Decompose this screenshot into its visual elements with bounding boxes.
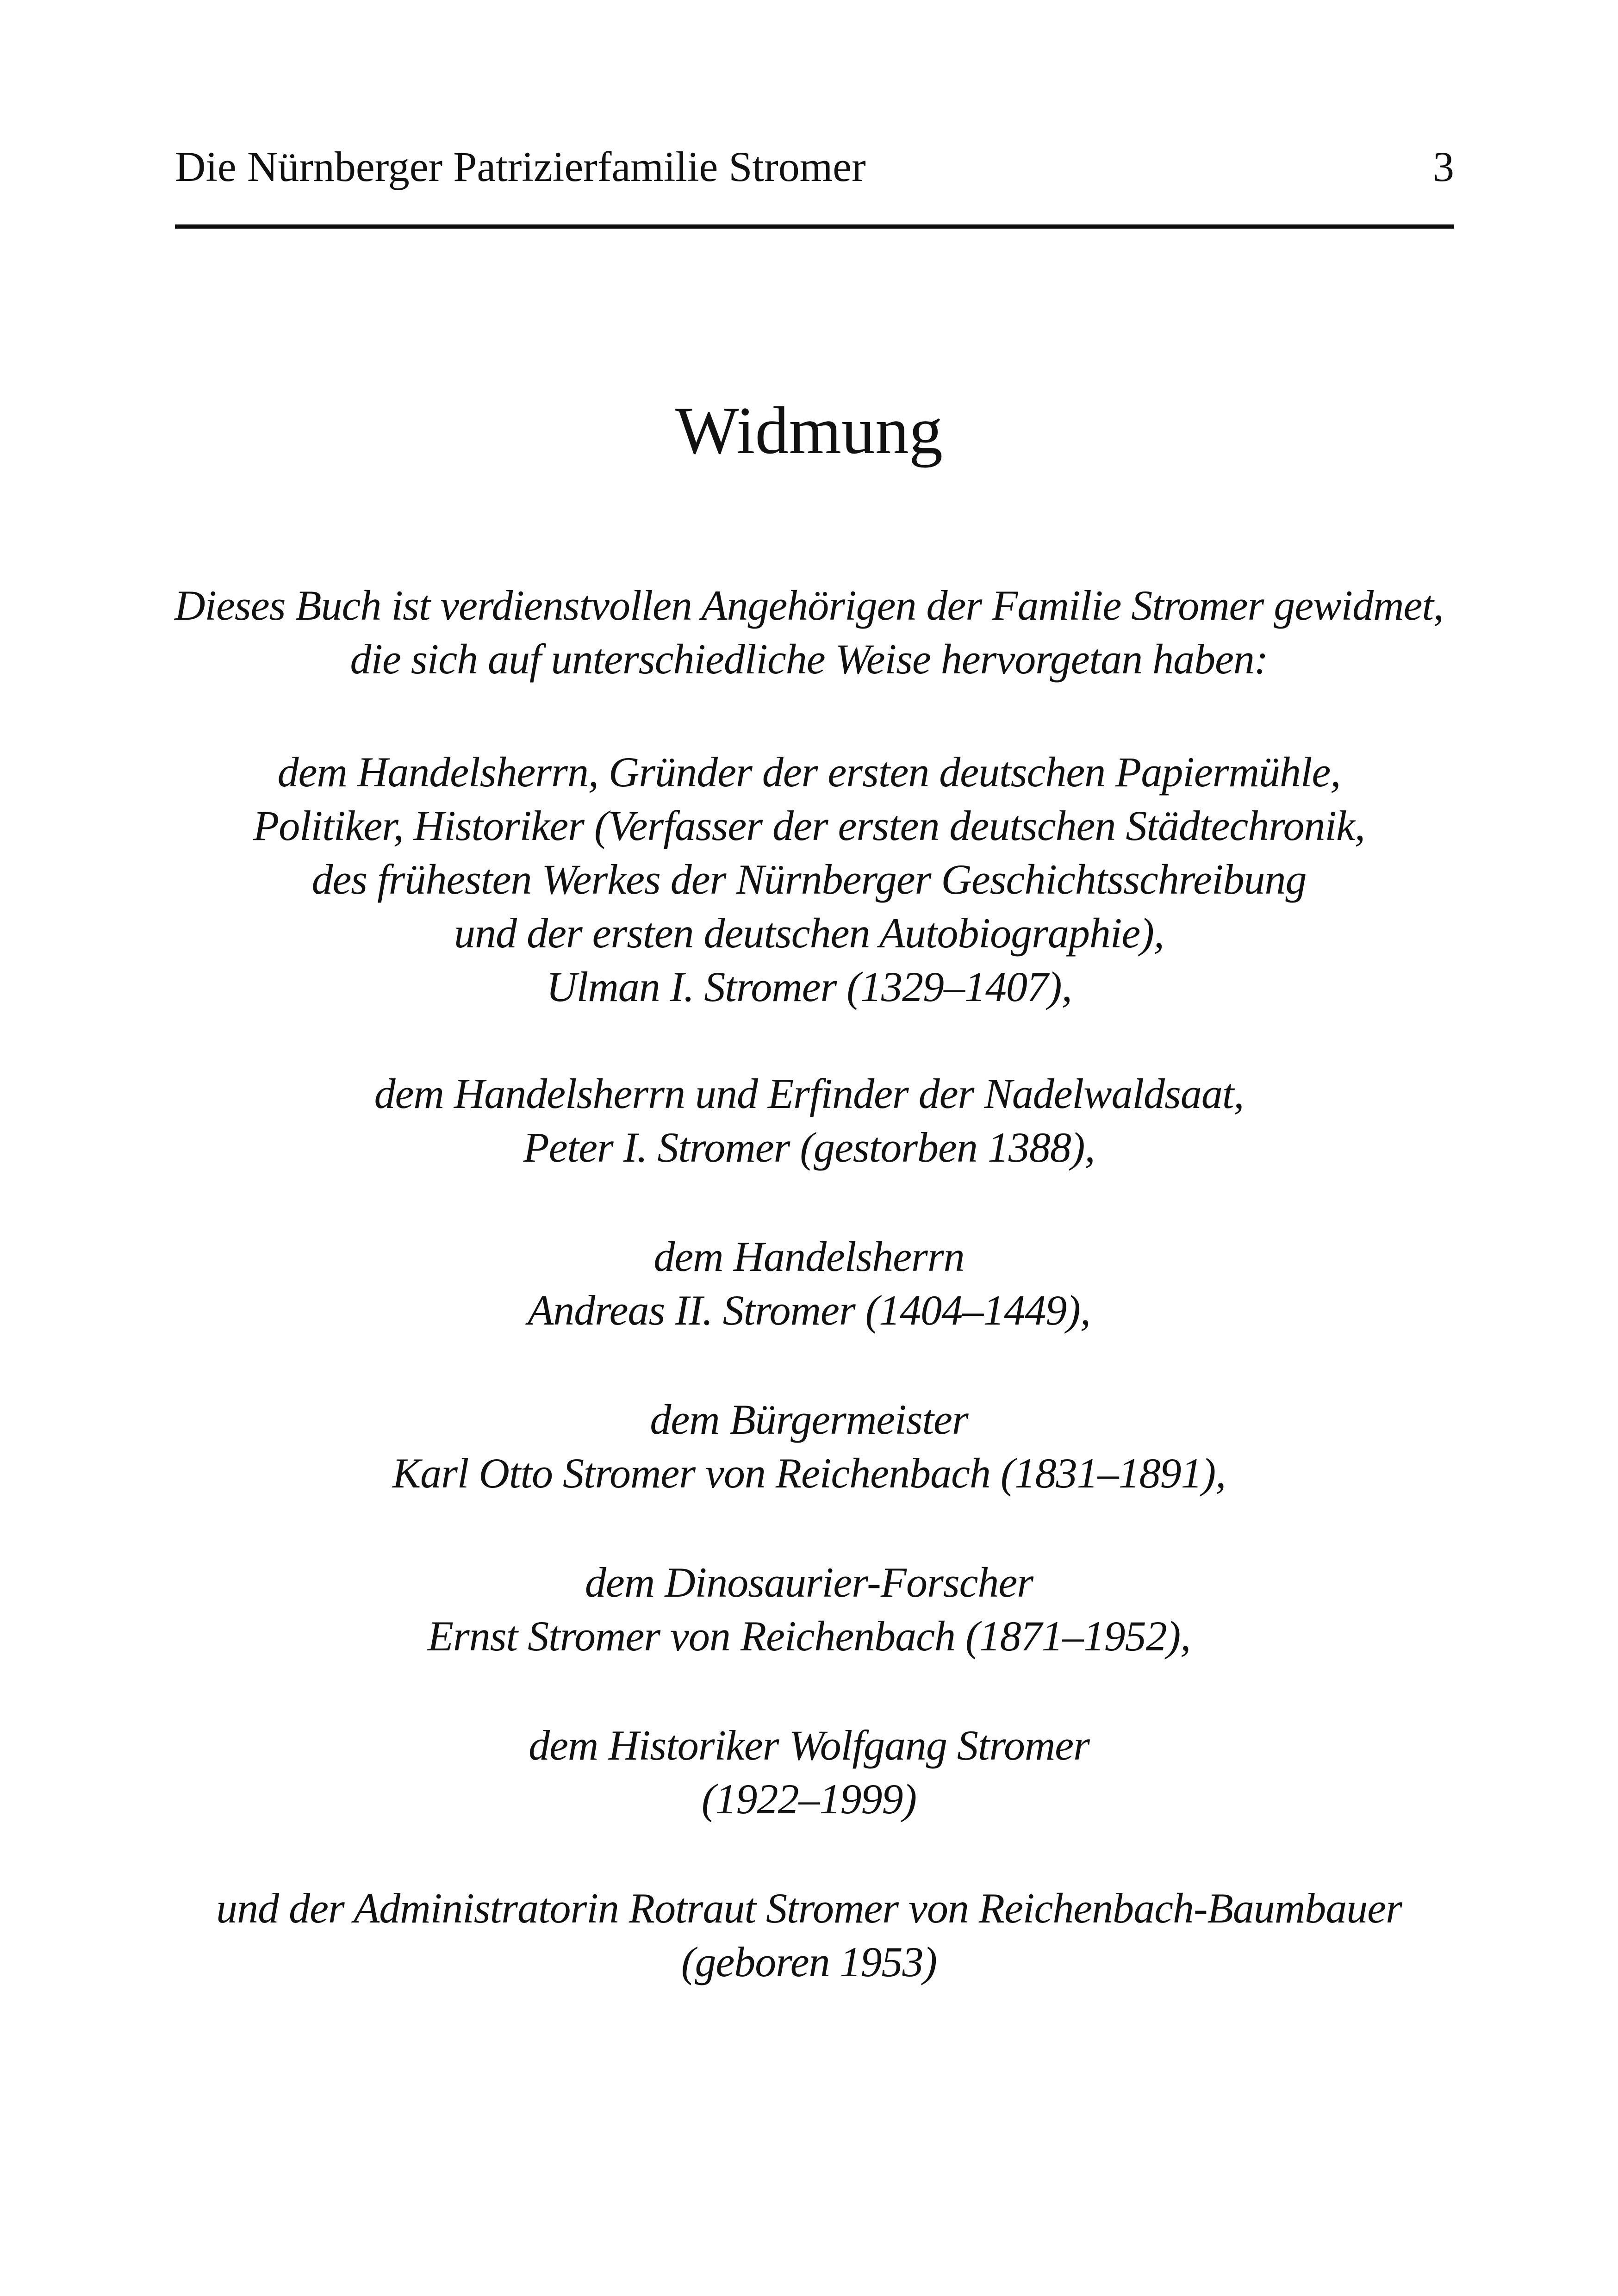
dedication-line: Peter I. Stromer (gestorben 1388),	[523, 1124, 1095, 1171]
dedication-line: dem Handelsherrn, Gründer der ersten deutschen Papiermühle,	[277, 748, 1341, 796]
intro-line: die sich auf unterschiedliche Weise hervorgetan haben:	[350, 635, 1268, 683]
dedication-peter-stromer	[0, 1067, 1618, 1174]
dedication-ernst-stromer	[0, 1556, 1618, 1663]
dedication-line: Andreas II. Stromer (1404–1449),	[528, 1287, 1090, 1334]
dedication-ulman-stromer	[0, 745, 1618, 1014]
dedication-line: dem Handelsherrn	[653, 1233, 965, 1280]
dedication-line: Ulman I. Stromer (1329–1407),	[546, 963, 1072, 1010]
dedication-andreas-stromer	[0, 1230, 1618, 1337]
dedication-line: Karl Otto Stromer von Reichenbach (1831–1891),	[392, 1450, 1226, 1497]
dedication-rotraut-stromer	[0, 1881, 1618, 1989]
dedication-line: des frühesten Werkes der Nürnberger Geschichtsschreibung	[311, 856, 1307, 903]
dedication-line: dem Bürgermeister	[650, 1396, 968, 1443]
dedication-wolfgang-stromer	[0, 1718, 1618, 1826]
dedication-line: dem Handelsherrn und Erfinder der Nadelwaldsaat,	[374, 1070, 1244, 1117]
dedication-line: (geboren 1953)	[681, 1938, 937, 1985]
running-head	[175, 139, 1454, 194]
dedication-line: und der ersten deutschen Autobiographie),	[454, 909, 1164, 957]
dedication-intro	[0, 579, 1618, 686]
intro-line: Dieses Buch ist verdienstvollen Angehörigen der Familie Stromer gewidmet,	[174, 582, 1444, 629]
dedication-karl-otto-stromer	[0, 1393, 1618, 1500]
dedication-line: dem Dinosaurier-Forscher	[585, 1559, 1033, 1606]
page-title: Widmung	[675, 393, 943, 468]
header-rule	[175, 224, 1454, 229]
page-number: 3	[1433, 143, 1454, 190]
dedication-line: und der Administratorin Rotraut Stromer von Reichenbach-Baumbauer	[216, 1885, 1402, 1932]
dedication-line: Politiker, Historiker (Verfasser der ersten deutschen Städtechronik,	[253, 802, 1365, 849]
dedication-line: dem Historiker Wolfgang Stromer	[529, 1722, 1089, 1769]
dedication-line: Ernst Stromer von Reichenbach (1871–1952),	[427, 1612, 1191, 1660]
dedication-line: (1922–1999)	[701, 1775, 917, 1823]
running-title: Die Nürnberger Patrizierfamilie Stromer	[175, 143, 866, 190]
